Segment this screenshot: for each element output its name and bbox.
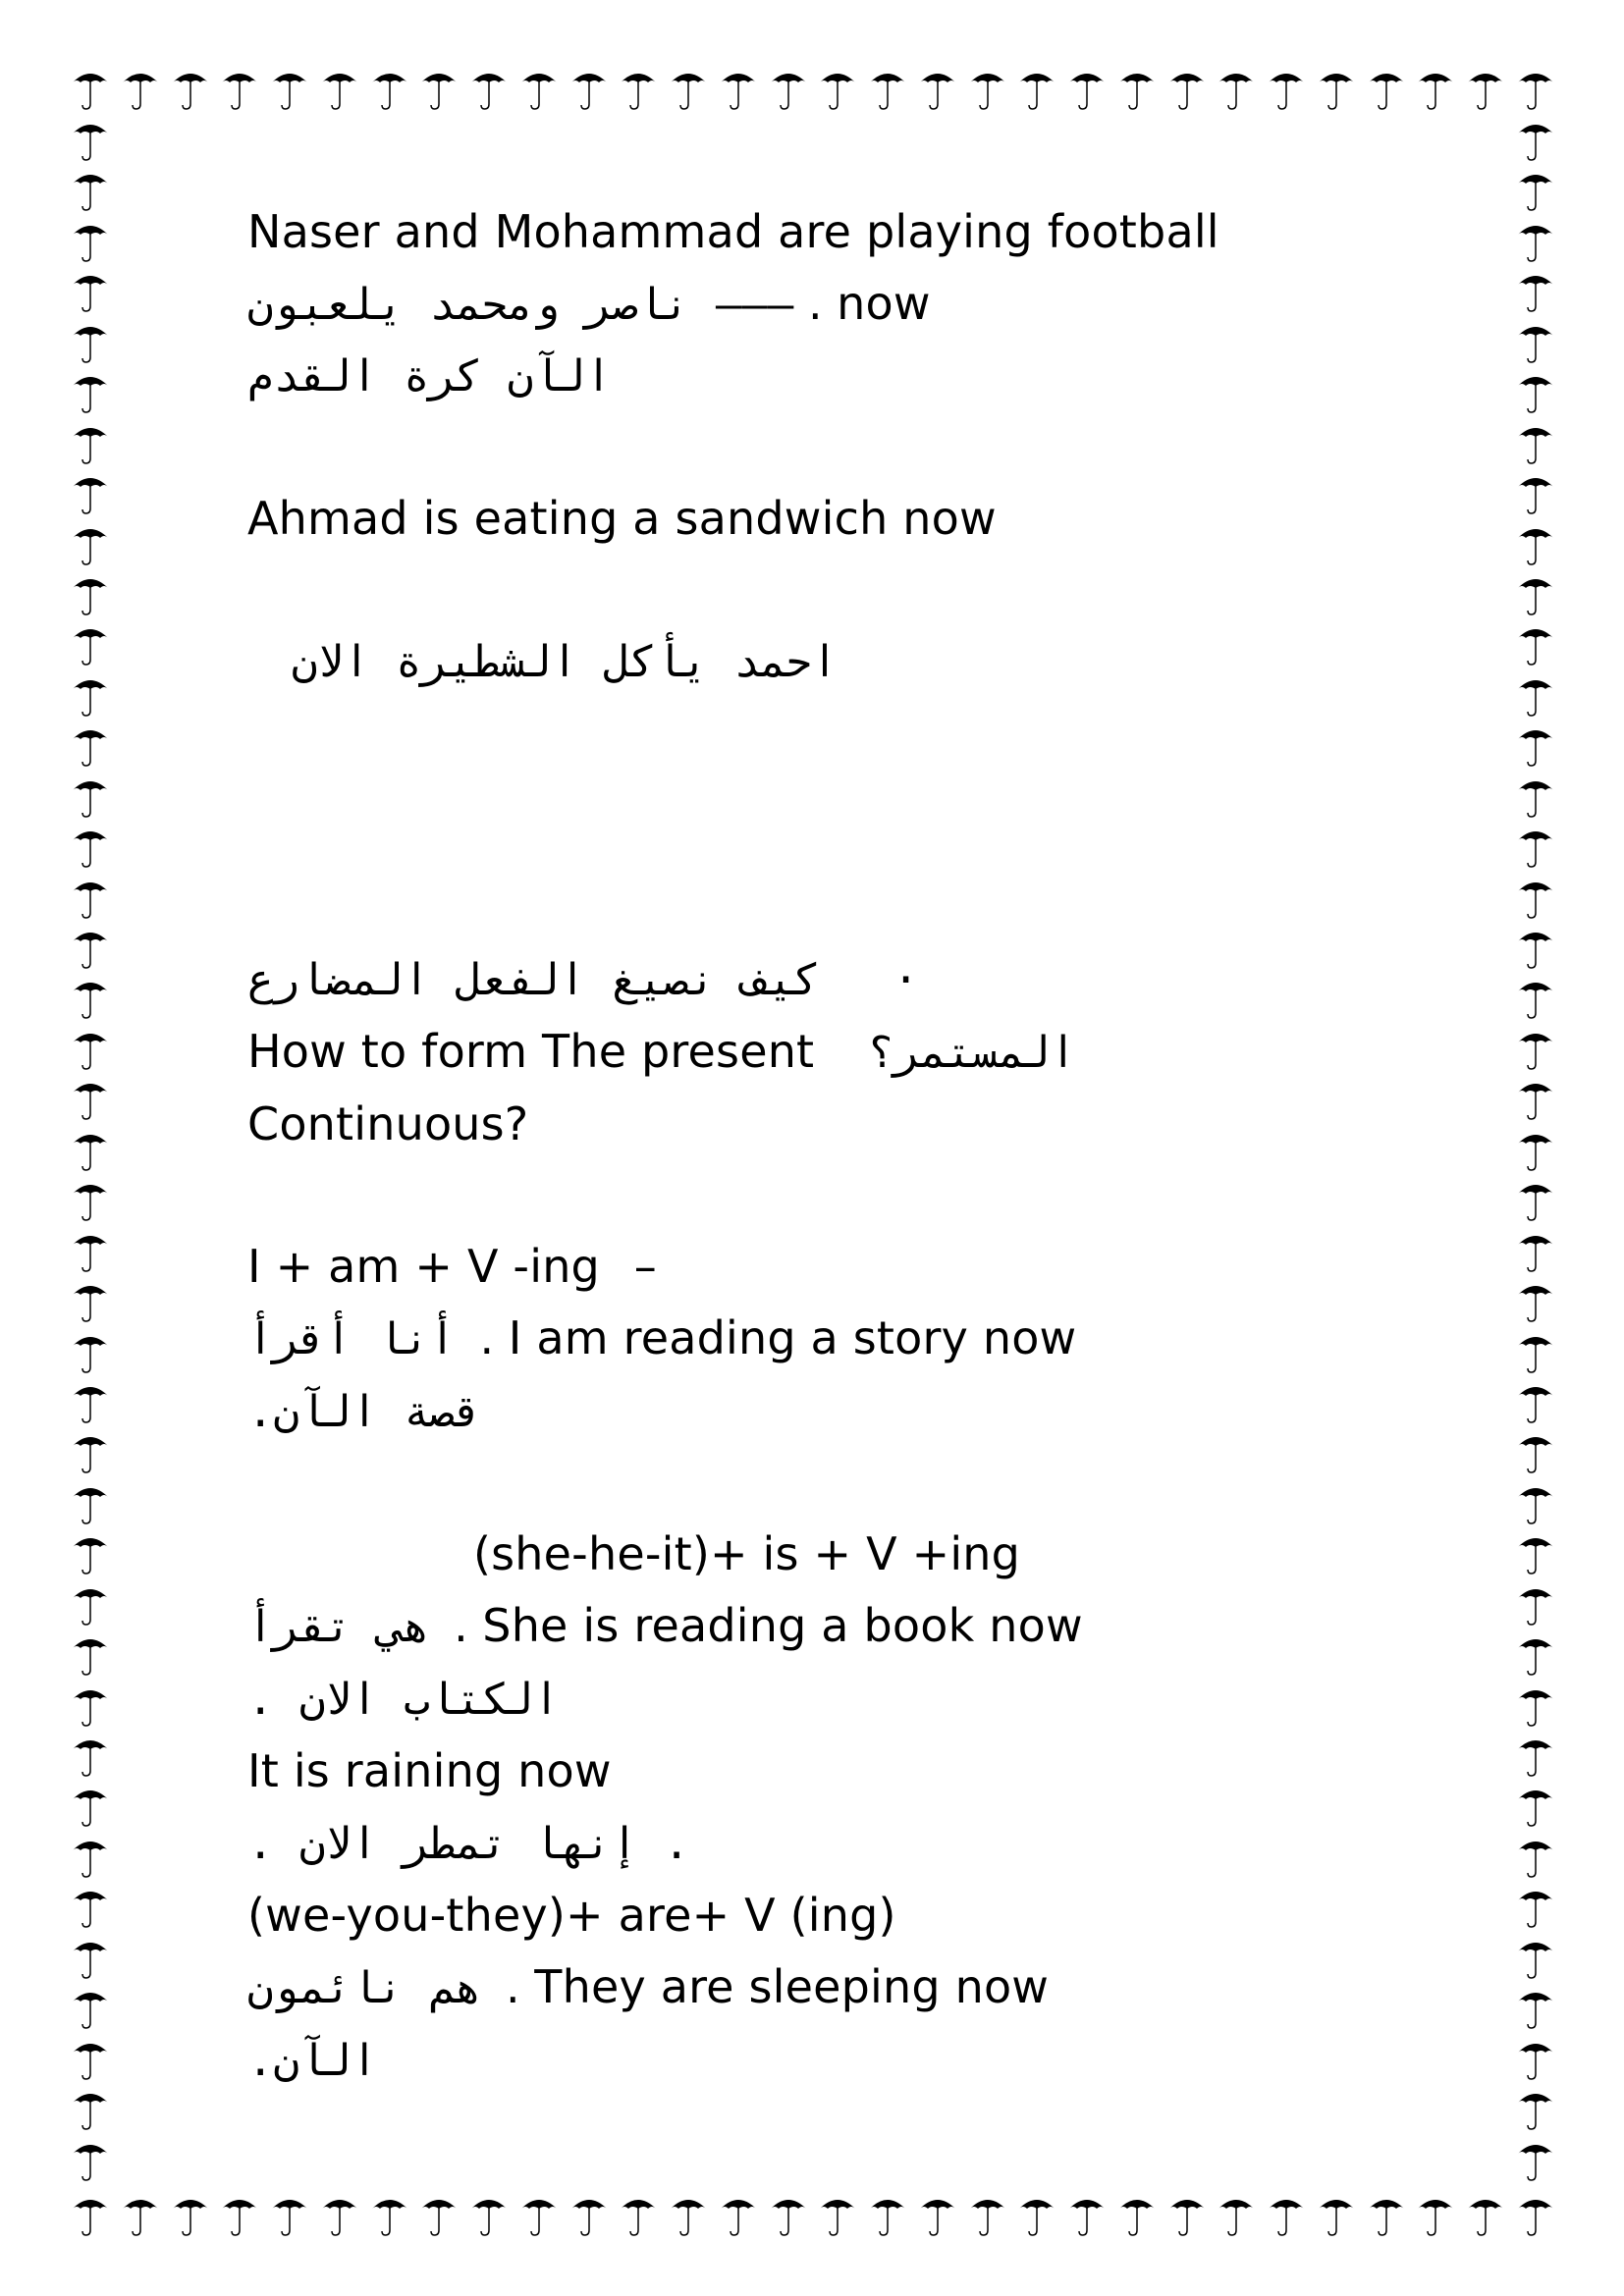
example-i-ar (247, 1375, 1249, 1448)
umbrella-icon (1217, 2191, 1256, 2238)
arabic-text: الآن. (247, 2036, 378, 2086)
umbrella-icon (320, 65, 359, 112)
umbrella-icon (71, 773, 110, 820)
umbrella-icon (270, 65, 309, 112)
bullet-dot: · (893, 955, 919, 1005)
umbrella-icon (1067, 2191, 1107, 2238)
umbrella-icon (1516, 1782, 1555, 1829)
umbrella-icon (968, 65, 1007, 112)
umbrella-icon (1516, 1630, 1555, 1678)
umbrella-icon (71, 1176, 110, 1223)
umbrella-icon (569, 65, 609, 112)
umbrella-icon (71, 65, 110, 112)
umbrella-icon (1317, 65, 1356, 112)
umbrella-icon (1516, 924, 1555, 971)
umbrella-icon (71, 1328, 110, 1375)
border-right (1516, 116, 1555, 2183)
arabic-text: ناصر ومحمد يلعبون ——– (247, 280, 794, 330)
sentence-ahmad: Ahmad is eating a sandwich now (247, 492, 997, 545)
umbrella-icon (370, 2191, 409, 2238)
umbrella-icon (71, 318, 110, 365)
arabic-text: . إنها تمطر الان . (247, 1819, 690, 1869)
arabic-text: قصة الآن. (247, 1387, 482, 1437)
border-bottom (71, 2191, 1555, 2238)
umbrella-icon (1466, 65, 1505, 112)
umbrella-icon (1516, 1682, 1555, 1729)
umbrella-icon (71, 267, 110, 314)
umbrella-icon (719, 2191, 758, 2238)
formula-text: I + am + V -ing (247, 1240, 600, 1293)
umbrella-icon (71, 1277, 110, 1324)
umbrella-icon (1516, 419, 1555, 466)
sentence-raining: It is raining now (247, 1744, 612, 1797)
formula-she: (she-he-it)+ is + V +ing (473, 1527, 1021, 1580)
umbrella-icon (669, 65, 708, 112)
umbrella-icon (1516, 520, 1555, 567)
umbrella-icon (71, 823, 110, 870)
umbrella-icon (469, 2191, 509, 2238)
umbrella-icon (71, 570, 110, 617)
english-text: . I am reading a story now (479, 1311, 1077, 1364)
umbrella-icon (1516, 721, 1555, 769)
umbrella-icon (1516, 2085, 1555, 2132)
example-she-ar (247, 1663, 1249, 1735)
umbrella-icon (769, 2191, 808, 2238)
arabic-text: الآن كرة القدم (247, 351, 612, 401)
umbrella-icon (270, 2191, 309, 2238)
umbrella-icon (71, 924, 110, 971)
umbrella-icon (71, 1529, 110, 1576)
english-text: . She is reading a book now (454, 1599, 1083, 1652)
umbrella-icon (619, 2191, 658, 2238)
umbrella-icon (818, 2191, 857, 2238)
umbrella-icon (220, 2191, 259, 2238)
umbrella-icon (71, 1934, 110, 1981)
umbrella-icon (818, 65, 857, 112)
arabic-text: المستمر؟ (868, 1028, 1077, 1078)
example-she (247, 1590, 1249, 1663)
question-en (247, 1016, 1249, 1089)
umbrella-icon (71, 520, 110, 567)
arabic-text: أنا أقرأ (247, 1314, 456, 1364)
umbrella-icon (121, 2191, 160, 2238)
umbrella-icon (1516, 318, 1555, 365)
formula-we: (we-you-they)+ are+ V (ing) (247, 1889, 896, 1942)
umbrella-icon (1516, 620, 1555, 667)
umbrella-icon (669, 2191, 708, 2238)
umbrella-icon (1516, 1176, 1555, 1223)
umbrella-icon (619, 65, 658, 112)
umbrella-icon (121, 65, 160, 112)
umbrella-icon (1416, 2191, 1455, 2238)
border-left (71, 116, 110, 2183)
umbrella-icon (1267, 2191, 1306, 2238)
sentence-raining-ar (247, 1807, 1249, 1880)
umbrella-icon (719, 65, 758, 112)
umbrella-icon (71, 1025, 110, 1072)
english-text: How to form The present (247, 1025, 815, 1078)
umbrella-icon (71, 419, 110, 466)
arabic-text: احمد يأكل الشطيرة الان (292, 637, 839, 687)
umbrella-icon (71, 116, 110, 163)
umbrella-icon (1067, 65, 1107, 112)
dash: – (633, 1240, 657, 1293)
umbrella-icon (71, 1630, 110, 1678)
umbrella-icon (71, 2035, 110, 2082)
umbrella-icon (71, 1227, 110, 1274)
umbrella-icon (419, 2191, 459, 2238)
umbrella-icon (71, 2085, 110, 2132)
umbrella-icon (71, 620, 110, 667)
umbrella-icon (769, 65, 808, 112)
umbrella-icon (1516, 1428, 1555, 1475)
umbrella-icon (1466, 2191, 1505, 2238)
umbrella-icon (71, 469, 110, 516)
umbrella-icon (868, 65, 907, 112)
umbrella-icon (1516, 974, 1555, 1021)
umbrella-icon (1516, 267, 1555, 314)
umbrella-icon (71, 1833, 110, 1880)
umbrella-icon (1516, 65, 1555, 112)
umbrella-icon (1217, 65, 1256, 112)
umbrella-icon (71, 974, 110, 1021)
example-i (247, 1303, 1249, 1375)
umbrella-icon (71, 1580, 110, 1628)
umbrella-icon (370, 65, 409, 112)
umbrella-icon (1516, 116, 1555, 163)
umbrella-icon (1516, 1934, 1555, 1981)
umbrella-icon (171, 65, 210, 112)
umbrella-icon (469, 65, 509, 112)
umbrella-icon (918, 65, 957, 112)
english-text: . They are sleeping now (506, 1960, 1050, 2013)
umbrella-icon (1516, 1378, 1555, 1425)
umbrella-icon (1516, 1328, 1555, 1375)
umbrella-icon (1117, 65, 1157, 112)
umbrella-icon (71, 1732, 110, 1779)
umbrella-icon (71, 1984, 110, 2031)
arabic-text: هم نائمون (247, 1963, 482, 2013)
umbrella-icon (1017, 65, 1056, 112)
sentence-naser-ar-2 (247, 341, 1249, 412)
umbrella-icon (419, 65, 459, 112)
umbrella-icon (1117, 2191, 1157, 2238)
sentence-naser-ar (247, 268, 1249, 341)
umbrella-icon (1516, 823, 1555, 870)
umbrella-icon (1167, 2191, 1207, 2238)
umbrella-icon (1516, 1075, 1555, 1122)
example-they (247, 1951, 1249, 2024)
umbrella-icon (519, 2191, 559, 2238)
english-text: . now (807, 277, 931, 330)
umbrella-icon (1317, 2191, 1356, 2238)
umbrella-icon (1516, 1732, 1555, 1779)
umbrella-icon (71, 671, 110, 719)
arabic-text: الكتاب الان . (247, 1675, 560, 1725)
umbrella-icon (171, 2191, 210, 2238)
umbrella-icon (71, 874, 110, 921)
umbrella-icon (320, 2191, 359, 2238)
umbrella-icon (1516, 570, 1555, 617)
question-en-2: Continuous? (247, 1097, 529, 1150)
umbrella-icon (1516, 368, 1555, 415)
umbrella-icon (1516, 1227, 1555, 1274)
umbrella-icon (1516, 874, 1555, 921)
umbrella-icon (1516, 469, 1555, 516)
umbrella-icon (1267, 65, 1306, 112)
umbrella-icon (569, 2191, 609, 2238)
sentence-naser: Naser and Mohammad are playing football (247, 205, 1219, 258)
umbrella-icon (71, 1378, 110, 1425)
example-they-ar (247, 2024, 1249, 2097)
umbrella-icon (1516, 166, 1555, 213)
umbrella-icon (918, 2191, 957, 2238)
umbrella-icon (71, 1682, 110, 1729)
umbrella-icon (71, 217, 110, 264)
umbrella-icon (71, 368, 110, 415)
umbrella-icon (1516, 1479, 1555, 1526)
umbrella-icon (71, 1428, 110, 1475)
umbrella-icon (1516, 1126, 1555, 1173)
umbrella-icon (968, 2191, 1007, 2238)
umbrella-icon (1516, 2035, 1555, 2082)
umbrella-icon (71, 1126, 110, 1173)
document-body (247, 196, 1249, 2097)
umbrella-icon (1516, 1529, 1555, 1576)
arabic-text: كيف نصيغ الفعل المضارع (247, 955, 820, 1005)
umbrella-icon (71, 2136, 110, 2183)
umbrella-icon (1367, 65, 1406, 112)
umbrella-icon (868, 2191, 907, 2238)
arabic-text: هي تقرأ (247, 1602, 430, 1652)
formula-i (247, 1231, 1249, 1303)
border-top (71, 65, 1555, 112)
umbrella-icon (1516, 671, 1555, 719)
umbrella-icon (220, 65, 259, 112)
umbrella-icon (1516, 2136, 1555, 2183)
umbrella-icon (1416, 65, 1455, 112)
umbrella-icon (71, 1479, 110, 1526)
umbrella-icon (71, 166, 110, 213)
umbrella-icon (71, 2191, 110, 2238)
umbrella-icon (1516, 1883, 1555, 1930)
umbrella-icon (1516, 1025, 1555, 1072)
umbrella-icon (1167, 65, 1207, 112)
umbrella-icon (519, 65, 559, 112)
umbrella-icon (1367, 2191, 1406, 2238)
umbrella-icon (1516, 217, 1555, 264)
umbrella-icon (1516, 773, 1555, 820)
umbrella-icon (1017, 2191, 1056, 2238)
umbrella-icon (71, 1075, 110, 1122)
umbrella-icon (71, 721, 110, 769)
umbrella-icon (1516, 2191, 1555, 2238)
question-ar (247, 943, 1249, 1016)
umbrella-icon (1516, 1580, 1555, 1628)
umbrella-icon (71, 1883, 110, 1930)
umbrella-icon (1516, 1984, 1555, 2031)
umbrella-icon (1516, 1277, 1555, 1324)
umbrella-icon (1516, 1833, 1555, 1880)
umbrella-icon (71, 1782, 110, 1829)
sentence-ahmad-ar (247, 625, 1249, 698)
